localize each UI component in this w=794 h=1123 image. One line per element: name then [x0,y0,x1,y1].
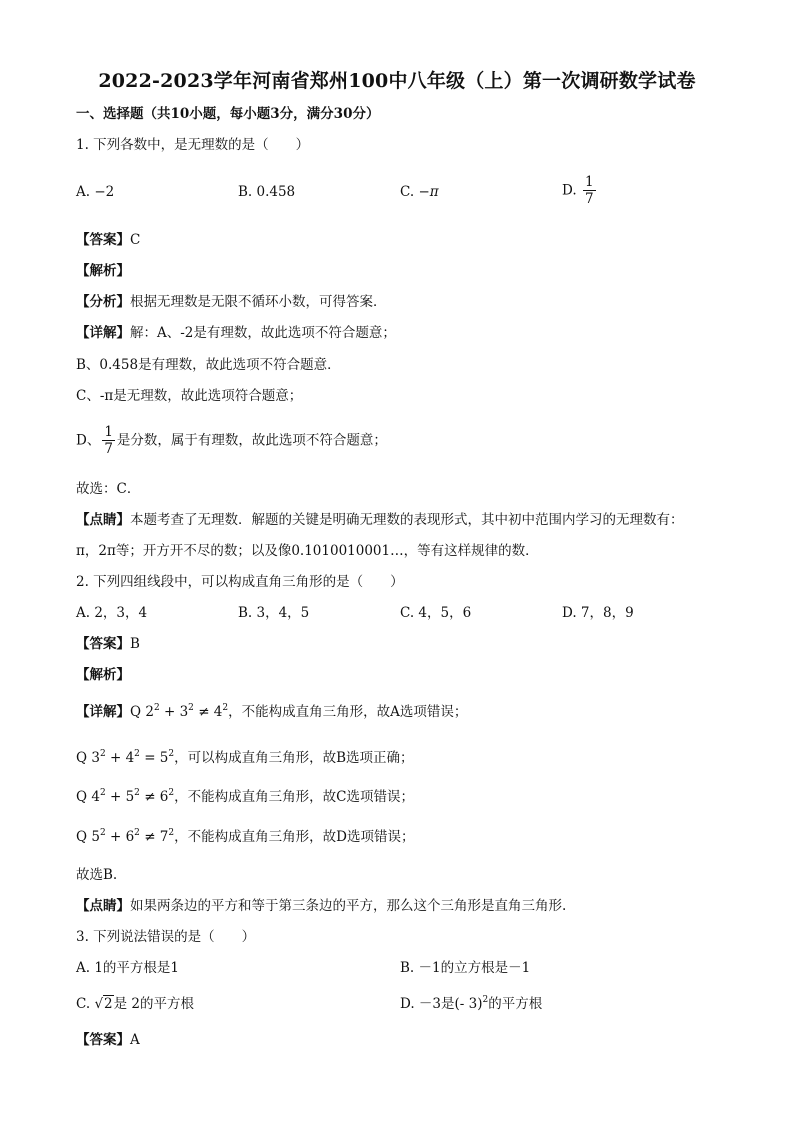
q1-option-d [562,174,598,207]
q1-detail-1 [76,324,396,342]
exponent: 2 [134,828,140,838]
exponent: 2 [168,749,175,759]
expr-term: Q 2 [130,704,154,720]
q1-stem: 1. 下列各数中，是无理数的是（ ） [76,137,310,153]
detail-text: ，可以构成直角三角形，故B选项正确； [174,750,414,766]
detail-prefix: D、 [76,432,101,449]
exponent: 2 [153,703,160,713]
exponent: 2 [99,749,106,759]
q1-note-1 [76,511,684,529]
q1-detail-4 [76,424,387,457]
option-text: 是 2的平方根 [113,996,195,1012]
exponent: 2 [134,749,140,759]
q3-answer [76,1031,140,1049]
q2-answer [76,635,140,653]
expr-term: (- 3) [454,996,483,1012]
detail-tag: 【详解】 [76,325,130,341]
expr-term: = 5 [139,750,169,766]
q1-detail-3: C、-π是无理数，故此选项符合题意； [76,388,303,404]
q1-choose: 故选：C． [76,481,141,497]
q1-analysis: 【解析】 [76,263,130,279]
q2-option-d: D. 7，8，9 [562,605,634,621]
answer-value: A [130,1032,140,1048]
note-tag: 【点睛】 [76,512,130,528]
option-prefix: C. [76,996,95,1012]
q2-detail-3 [76,788,414,806]
expr-term: Q 3 [76,750,100,766]
q1-option-c-label: C. [400,184,419,200]
q3-option-a: A. 1的平方根是1 [76,960,180,976]
q1-answer [76,231,140,249]
answer-tag: 【答案】 [76,232,130,248]
expr-term: ≠ 6 [139,789,169,805]
q2-option-c: C. 4，5，6 [400,605,472,621]
fraction-numerator: 1 [104,424,113,440]
option-text: 的平方根 [488,996,543,1012]
q1-option-d-fraction [583,174,596,207]
q1-note-2: π，2π等；开方开不尽的数；以及像0.1010010001…，等有这样规律的数． [76,543,539,559]
sqrt-icon: √2 [94,996,113,1012]
exponent: 2 [168,828,175,838]
q2-detail-4 [76,828,414,846]
q2-analysis: 【解析】 [76,667,130,683]
detail-text: ，不能构成直角三角形，故A选项错误； [228,704,468,720]
radicand: 2 [104,996,113,1012]
expr-term: + 4 [105,750,135,766]
q3-option-b: B. －1的立方根是－1 [400,960,531,976]
q1-fenxi [76,293,387,311]
detail-text: 是分数，属于有理数，故此选项不符合题意； [116,432,387,449]
expr-term: ≠ 7 [139,829,169,845]
exponent: 2 [99,788,106,798]
q1-option-a: A. −2 [76,184,115,200]
answer-tag: 【答案】 [76,636,130,652]
q3-option-c [76,995,194,1013]
q2-option-b: B. 3，4，5 [238,605,310,621]
q2-option-a: A. 2，3，4 [76,605,148,621]
section-heading: 一、选择题（共10小题，每小题3分，满分30分） [76,106,380,122]
exponent: 2 [482,995,489,1005]
detail-text: ，不能构成直角三角形，故D选项错误； [174,829,415,845]
expr-term: Q 4 [76,789,100,805]
q2-choose: 故选B. [76,867,118,883]
fraction-numerator: 1 [584,174,594,190]
q2-stem: 2. 下列四组线段中，可以构成直角三角形的是（ ） [76,574,404,590]
q2-note [76,897,566,915]
expr-term: + 3 [159,704,189,720]
detail-tag: 【详解】 [76,704,130,720]
detail-text: ，不能构成直角三角形，故C选项错误； [174,789,414,805]
answer-value: C [130,232,141,248]
q2-detail-1 [76,703,467,721]
note-tag: 【点睛】 [76,898,130,914]
q1-option-c [400,183,439,201]
fraction-denominator: 7 [104,441,113,457]
fenxi-tag: 【分析】 [76,294,130,310]
exponent: 2 [134,788,140,798]
exponent: 2 [188,703,194,713]
expr-term: Q 5 [76,829,100,845]
note-text: 如果两条边的平方和等于第三条边的平方，那么这个三角形是直角三角形. [130,898,567,914]
note-text: 本题考查了无理数．解题的关键是明确无理数的表现形式，其中初中范围内学习的无理数有： [130,512,684,528]
answer-value: B [130,636,140,652]
q1-option-d-label: D. [562,182,581,199]
q2-detail-2 [76,749,414,767]
exponent: 2 [168,788,175,798]
exponent: 2 [99,828,106,838]
option-prefix: D. －3是 [400,996,455,1012]
q1-option-c-value: −π [418,184,439,200]
detail-fraction [102,424,115,457]
fraction-denominator: 7 [584,191,594,207]
exponent: 2 [222,703,229,713]
q1-option-b: B. 0.458 [238,184,296,200]
q3-stem: 3. 下列说法错误的是（ ） [76,929,256,945]
answer-tag: 【答案】 [76,1032,130,1048]
detail-text: 解：A、-2是有理数，故此选项不符合题意； [130,325,396,341]
q1-detail-2: B、0.458是有理数，故此选项不符合题意． [76,357,341,373]
q3-option-d [400,995,542,1013]
expr-term: ≠ 4 [193,704,223,720]
page-title: 2022-2023学年河南省郑州100中八年级（上）第一次调研数学试卷 [98,70,696,92]
expr-term: + 5 [105,789,135,805]
expr-term: + 6 [105,829,135,845]
fenxi-text: 根据无理数是无限不循环小数，可得答案． [130,294,387,310]
